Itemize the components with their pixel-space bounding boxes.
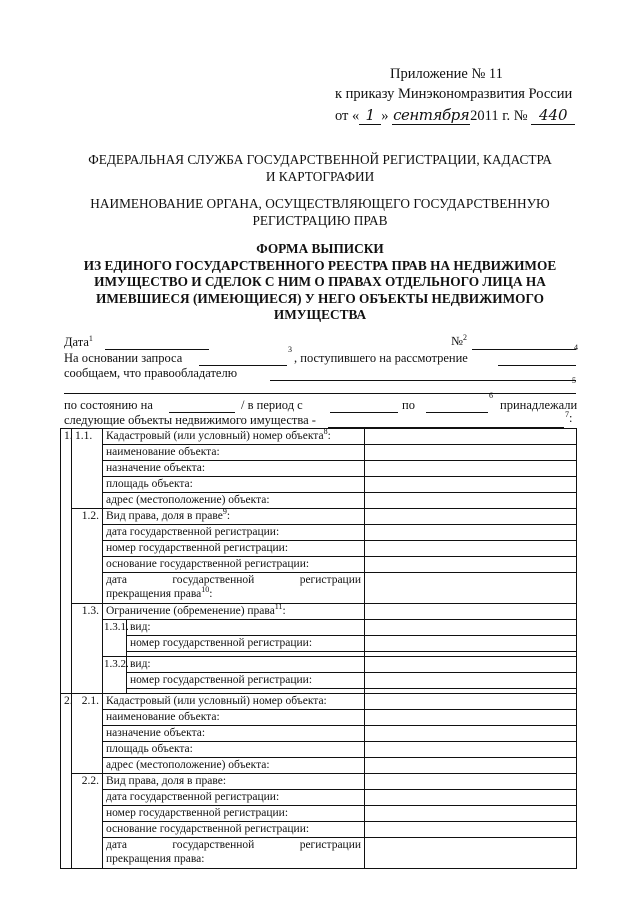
appendix-line-2: к приказу Минэкономразвития России <box>335 86 573 102</box>
table-row <box>61 673 577 689</box>
basis-label: На основании запроса <box>64 351 183 365</box>
reg-date-value-2[interactable] <box>365 790 577 806</box>
received-sup: 4 <box>574 342 578 352</box>
restriction-label: Ограничение (обременение) права$^{11}$: <box>103 604 365 620</box>
restriction-reg-number-label-1: номер государственной регистрации: <box>127 636 365 652</box>
table-row <box>61 620 577 636</box>
termination-value-1[interactable] <box>365 573 577 604</box>
kind-value-2[interactable] <box>365 657 577 673</box>
restriction-reg-number-label-2: номер государственной регистрации: <box>127 673 365 689</box>
date-field[interactable] <box>105 349 209 350</box>
table-row <box>61 509 577 525</box>
purpose-value[interactable] <box>365 461 577 477</box>
period-from-field[interactable] <box>330 412 398 413</box>
section-1-1-number: 1.1. <box>72 429 103 509</box>
table-row <box>61 822 577 838</box>
holder-field[interactable] <box>270 380 576 381</box>
restriction-reg-number-value-2[interactable] <box>365 673 577 689</box>
reg-date-label-2: дата государственной регистрации: <box>103 790 365 806</box>
area-label-2: площадь объекта: <box>103 742 365 758</box>
appendix-from: от « <box>335 108 360 124</box>
table-row <box>61 477 577 493</box>
termination-value-2[interactable] <box>365 838 577 869</box>
org-name-line-2: РЕГИСТРАЦИЮ ПРАВ <box>252 213 388 228</box>
restriction-value[interactable] <box>365 604 577 620</box>
table-row <box>61 742 577 758</box>
cadastral-label-2: Кадастровый (или условный) номер объекта: <box>103 694 365 710</box>
table-row <box>61 774 577 790</box>
restriction-reg-number-value-1[interactable] <box>365 636 577 652</box>
inform-label: сообщаем, что правообладателю <box>64 366 238 380</box>
org-title <box>0 151 640 185</box>
name-label: наименование объекта: <box>103 445 365 461</box>
table-row <box>61 657 577 673</box>
org-title-line-1: ФЕДЕРАЛЬНАЯ СЛУЖБА ГОСУДАРСТВЕННОЙ РЕГИСТРАЦИИ, КАДАСТРА <box>88 152 552 167</box>
area-label: площадь объекта: <box>103 477 365 493</box>
table-row <box>61 636 577 652</box>
area-value-2[interactable] <box>365 742 577 758</box>
termination-label-2: дата государственной регистрации прекращения права: <box>103 838 365 869</box>
appendix-day: 1 <box>359 106 381 125</box>
objects-label: следующие объекты недвижимого имущества - <box>64 413 316 427</box>
basis-sup: 3 <box>288 344 292 354</box>
reg-number-value[interactable] <box>365 541 577 557</box>
address-label: адрес (местоположение) объекта: <box>103 493 365 509</box>
form-title-line-3: ИМУЩЕСТВО И СДЕЛОК С НИМ О ПРАВАХ ОТДЕЛЬНОГО ЛИЦА НА <box>94 274 546 289</box>
table-row <box>61 758 577 774</box>
purpose-label-2: назначение объекта: <box>103 726 365 742</box>
org-name-line-1: НАИМЕНОВАНИЕ ОРГАНА, ОСУЩЕСТВЛЯЮЩЕГО ГОСУДАРСТВЕННУЮ <box>90 196 550 211</box>
object-number-2: 2. <box>61 694 72 869</box>
received-field[interactable] <box>498 365 576 366</box>
period-sup: 6 <box>489 390 493 400</box>
section-1-3-1-number: 1.3.1. <box>103 620 127 657</box>
appendix-month: сентября <box>393 106 470 124</box>
name-value[interactable] <box>365 445 577 461</box>
reg-basis-label-2: основание государственной регистрации: <box>103 822 365 838</box>
cadastral-value-2[interactable] <box>365 694 577 710</box>
table-row <box>61 461 577 477</box>
table-row <box>61 806 577 822</box>
kind-value-1[interactable] <box>365 620 577 636</box>
appendix-number: 440 <box>531 106 575 125</box>
name-label-2: наименование объекта: <box>103 710 365 726</box>
reg-basis-label: основание государственной регистрации: <box>103 557 365 573</box>
address-label-2: адрес (местоположение) объекта: <box>103 758 365 774</box>
table-row <box>61 710 577 726</box>
org-name <box>0 195 640 229</box>
address-value[interactable] <box>365 493 577 509</box>
form-title-line-2: ИЗ ЕДИНОГО ГОСУДАРСТВЕННОГО РЕЕСТРА ПРАВ НА НЕДВИЖИМОЕ <box>83 257 557 273</box>
right-value-2[interactable] <box>365 774 577 790</box>
date-label: Дата$^1$ <box>64 333 93 349</box>
form-title-line-5: ИМУЩЕСТВА <box>273 307 367 322</box>
table-row <box>61 445 577 461</box>
reg-basis-value[interactable] <box>365 557 577 573</box>
inform-sup: 5 <box>572 375 576 385</box>
kind-label-1: вид: <box>127 620 365 636</box>
form-title-line-4: ИМЕВШИЕСЯ (ИМЕЮЩИЕСЯ) У НЕГО ОБЪЕКТЫ НЕДВИЖИМОГО <box>96 290 544 306</box>
table-row <box>61 429 577 445</box>
period-to-field[interactable] <box>426 412 488 413</box>
table-row <box>61 493 577 509</box>
table-row <box>61 604 577 620</box>
table-row <box>61 694 577 710</box>
reg-date-label: дата государственной регистрации: <box>103 525 365 541</box>
right-label-2: Вид права, доля в праве: <box>103 774 365 790</box>
form-title <box>0 241 640 324</box>
appendix-line-3 <box>335 106 575 125</box>
table-row <box>61 838 577 869</box>
reg-number-label-2: номер государственной регистрации: <box>103 806 365 822</box>
appendix-year: 2011 г. № <box>470 108 528 124</box>
table-row <box>61 557 577 573</box>
area-value[interactable] <box>365 477 577 493</box>
form-title-line-1: ФОРМА ВЫПИСКИ <box>256 241 384 256</box>
holder-field-line-2[interactable] <box>64 393 576 394</box>
object-number-1: 1. <box>61 429 72 694</box>
purpose-label: назначение объекта: <box>103 461 365 477</box>
appendix-line-1: Приложение № 11 <box>390 66 503 82</box>
section-2-2-number: 2.2. <box>72 774 103 869</box>
table-row <box>61 726 577 742</box>
table-row <box>61 525 577 541</box>
cadastral-value-1[interactable] <box>365 429 577 445</box>
reg-basis-value-2[interactable] <box>365 822 577 838</box>
name-value-2[interactable] <box>365 710 577 726</box>
kind-label-2: вид: <box>127 657 365 673</box>
reg-date-value[interactable] <box>365 525 577 541</box>
table-row <box>61 790 577 806</box>
section-1-3-number: 1.3. <box>72 604 103 694</box>
appendix-quote-close: » <box>381 108 389 124</box>
objects-end: $^7$: <box>565 409 573 425</box>
number-field[interactable] <box>472 349 576 350</box>
org-title-line-2: И КАРТОГРАФИИ <box>265 169 375 184</box>
period-label: / в период с <box>241 398 303 412</box>
cadastral-label-1: Кадастровый (или условный) номер объекта$^8$: <box>103 429 365 445</box>
table-row <box>61 573 577 604</box>
section-1-3-2-number: 1.3.2. <box>103 657 127 694</box>
right-value-1[interactable] <box>365 509 577 525</box>
objects-table <box>60 428 577 869</box>
reg-number-value-2[interactable] <box>365 806 577 822</box>
section-2-1-number: 2.1. <box>72 694 103 774</box>
address-value-2[interactable] <box>365 758 577 774</box>
number-label: №$^2$ <box>451 332 467 348</box>
table-row <box>61 541 577 557</box>
received-label: , поступившего на рассмотрение <box>294 351 468 365</box>
belonged-label: принадлежали <box>500 398 578 412</box>
to-label: по <box>402 398 415 412</box>
reg-number-label: номер государственной регистрации: <box>103 541 365 557</box>
state-label: по состоянию на <box>64 398 153 412</box>
right-label-1: Вид права, доля в праве$^9$: <box>103 509 365 525</box>
termination-label-1: дата государственной регистрации прекращения права$^{10}$: <box>103 573 365 604</box>
section-1-2-number: 1.2. <box>72 509 103 604</box>
purpose-value-2[interactable] <box>365 726 577 742</box>
